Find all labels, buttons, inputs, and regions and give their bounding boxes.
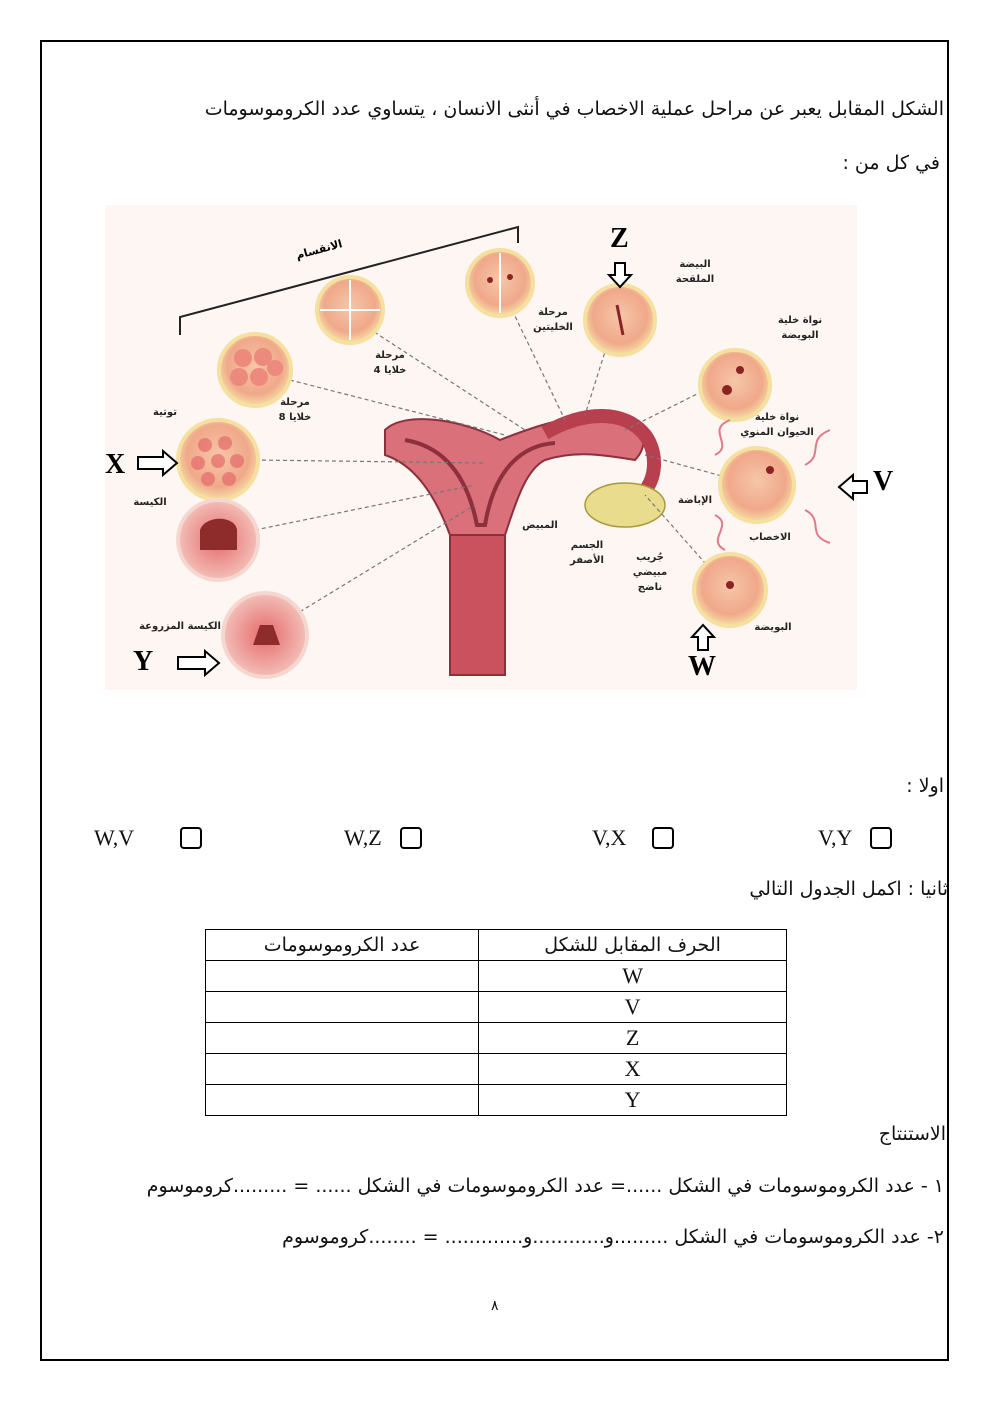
label-ovary: المبيض [522, 520, 558, 531]
label-blastocyst: الكيسة [133, 497, 167, 508]
option-wz-label: W,Z [344, 825, 382, 850]
letter-cell: Z [479, 1023, 787, 1054]
svg-text:4 خلايا: 4 خلايا [373, 365, 407, 376]
table-row [206, 1023, 787, 1054]
letter-z: Z [610, 223, 629, 254]
option-wv-label: W,V [94, 825, 135, 850]
part1-label: اولا : [906, 775, 944, 797]
letter-cell: Y [479, 1085, 787, 1116]
conclusion-label: الاستنتاج [878, 1123, 946, 1145]
question-line-1: الشكل المقابل يعبر عن مراحل عملية الاخصاب في أنثى الانسان ، يتساوي عدد الكروموسومات [204, 98, 944, 120]
svg-text:الأصفر: الأصفر [570, 555, 604, 566]
svg-text:الملقحة: الملقحة [675, 274, 715, 285]
option-vx[interactable] [592, 825, 674, 851]
label-two-cell: مرحلة [538, 307, 568, 318]
letter-cell: W [479, 961, 787, 992]
count-cell[interactable] [206, 1054, 479, 1085]
label-morula: توتية [153, 407, 177, 418]
count-cell[interactable] [206, 961, 479, 992]
option-vx-checkbox[interactable] [652, 827, 674, 849]
table-row [206, 1054, 787, 1085]
header-count: عدد الكروموسومات [206, 930, 479, 961]
option-vy-label: V,Y [818, 825, 853, 850]
conclusion-line-1: ١ - عدد الكروموسومات في الشكل ......= عدد الكروموسومات في الشكل ...... = .........كروموسوم [146, 1175, 944, 1197]
option-vy-checkbox[interactable] [870, 827, 892, 849]
table-row [206, 961, 787, 992]
option-vx-label: V,X [592, 825, 627, 850]
fertilization-diagram [105, 205, 894, 690]
label-implanted: الكيسة المزروعة [139, 621, 221, 632]
svg-text:ناضج: ناضج [637, 582, 663, 593]
part2-label: ثانيا : اكمل الجدول التالي [749, 878, 948, 900]
svg-text:مبيضي: مبيضي [632, 567, 668, 578]
svg-text:الخليتين: الخليتين [533, 322, 573, 333]
option-wv[interactable] [94, 825, 202, 851]
svg-text:8 خلايا: 8 خلايا [278, 412, 312, 423]
conclusion-line-2: ٢- عدد الكروموسومات في الشكل .........و............و............. = ........كروموسوم [282, 1226, 944, 1248]
label-eight-cell: مرحلة [280, 397, 310, 408]
count-cell[interactable] [206, 1085, 479, 1116]
table-header-row [206, 930, 787, 961]
table-row [206, 1085, 787, 1116]
letter-w: W [688, 651, 716, 682]
letter-cell: X [479, 1054, 787, 1085]
header-letter: الحرف المقابل للشكل [479, 930, 787, 961]
letter-y: Y [133, 646, 154, 677]
label-division: الانقسام [294, 237, 344, 263]
count-cell[interactable] [206, 1023, 479, 1054]
label-four-cell: مرحلة [375, 350, 405, 361]
label-sperm-nucleus: نواة خلية [754, 412, 800, 423]
option-wz-checkbox[interactable] [400, 827, 422, 849]
option-wz[interactable] [344, 825, 422, 851]
letter-x: X [105, 449, 126, 480]
label-egg-nucleus: نواة خلية [777, 315, 823, 326]
table-row [206, 992, 787, 1023]
option-vy[interactable] [818, 825, 892, 851]
page-number: ٨ [491, 1298, 499, 1314]
svg-text:البويضة: البويضة [781, 330, 819, 341]
letter-cell: V [479, 992, 787, 1023]
option-wv-checkbox[interactable] [180, 827, 202, 849]
label-ovum: البويضة [754, 622, 792, 633]
label-zygote: البيضة [679, 259, 711, 270]
label-ovulation: الإباضة [677, 495, 713, 506]
label-corpus-luteum: الجسم [570, 540, 604, 551]
svg-text:الحيوان المنوي: الحيوان المنوي [740, 427, 814, 438]
letter-v: V [873, 466, 894, 497]
question-line-2: في كل من : [842, 152, 940, 174]
label-follicle: جُريب [636, 552, 664, 563]
count-cell[interactable] [206, 992, 479, 1023]
label-fertilization: الاخصاب [749, 532, 791, 543]
chromosome-table [205, 929, 787, 1116]
